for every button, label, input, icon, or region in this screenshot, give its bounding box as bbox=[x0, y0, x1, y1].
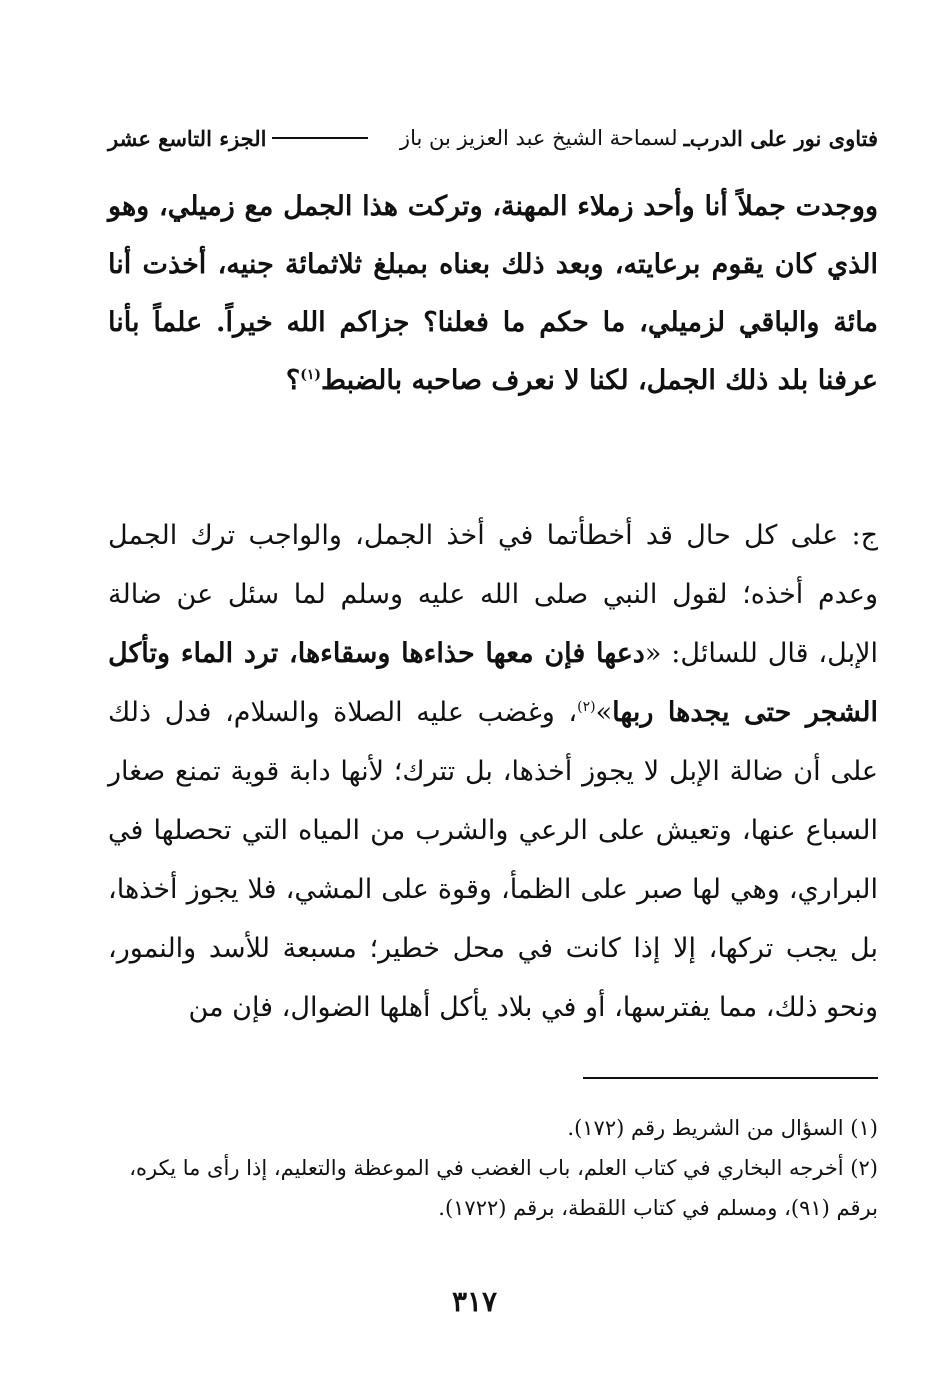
running-header bbox=[108, 118, 878, 158]
question-text: ووجدت جملاً أنا وأحد زملاء المهنة، وتركت هذا الجمل مع زميلي، وهو الذي كان يقوم برعايته، وبعد ذلك بعناه بمبلغ ثلاثمائة جنيه، أخذت أنا مائة والباقي لزميلي، ما حكم ما فعلنا؟ جزاكم الله خيراً. علماً بأنا عرفنا بلد ذلك الجمل، لكنا لا نعرف صاحبه بالضبط bbox=[108, 191, 878, 396]
hadith-close: » bbox=[595, 697, 613, 728]
answer-rest: ، وغضب عليه الصلاة والسلام، فدل ذلك على أن ضالة الإبل لا يجوز أخذها، بل تترك؛ لأنها دابة قوية تمنع صغار السباع عنها، وتعيش على الرعي والشرب من المياه التي تحصلها في البراري، وهي لها صبر على الظمأ، وقوة على المشي، فلا يجوز أخذها، بل يجب تركها، إلا إذا كانت في محل خطير؛ مسبعة للأسد والنمور، ونحو ذلك، مما يفترسها، أو في بلاد يأكل أهلها الضوال، فإن من bbox=[108, 697, 878, 1023]
answer-intro: ج: على كل حال قد أخطأتما في أخذ الجمل، والواجب ترك الجمل وعدم أخذه؛ لقول النبي صلى الله عليه وسلم لما سئل عن ضالة الإبل، قال للسائل: « bbox=[108, 520, 878, 669]
page-number: ٣١٧ bbox=[451, 1285, 498, 1318]
footnote-divider bbox=[583, 1077, 878, 1079]
book-author: لسماحة الشيخ عبد العزيز بن باز bbox=[399, 126, 678, 150]
hadith-quote: دعها فإن معها حذاءها وسقاءها، ترد الماء وتأكل الشجر حتى يجدها ربها bbox=[108, 638, 878, 728]
volume-label: الجزء التاسع عشر bbox=[108, 125, 267, 151]
footnote-ref-1[interactable]: (١) bbox=[300, 367, 321, 383]
question-paragraph bbox=[108, 178, 878, 410]
footnote-2: (٢) أخرجه البخاري في كتاب العلم، باب الغضب في الموعظة والتعليم، إذا رأى ما يكره، برقم (٩١)، ومسلم في كتاب اللقطة، برقم (١٧٢٢). bbox=[129, 1156, 878, 1220]
header-rule bbox=[272, 137, 368, 139]
footnotes bbox=[108, 1108, 878, 1228]
header-separator: ـ bbox=[683, 125, 690, 151]
footnote-ref-2[interactable]: (٢) bbox=[577, 699, 596, 715]
book-title: فتاوى نور على الدرب bbox=[689, 125, 878, 151]
footnote-1: (١) السؤال من الشريط رقم (١٧٢). bbox=[567, 1116, 878, 1140]
answer-paragraph bbox=[108, 506, 878, 1037]
question-end: ؟ bbox=[285, 365, 301, 396]
